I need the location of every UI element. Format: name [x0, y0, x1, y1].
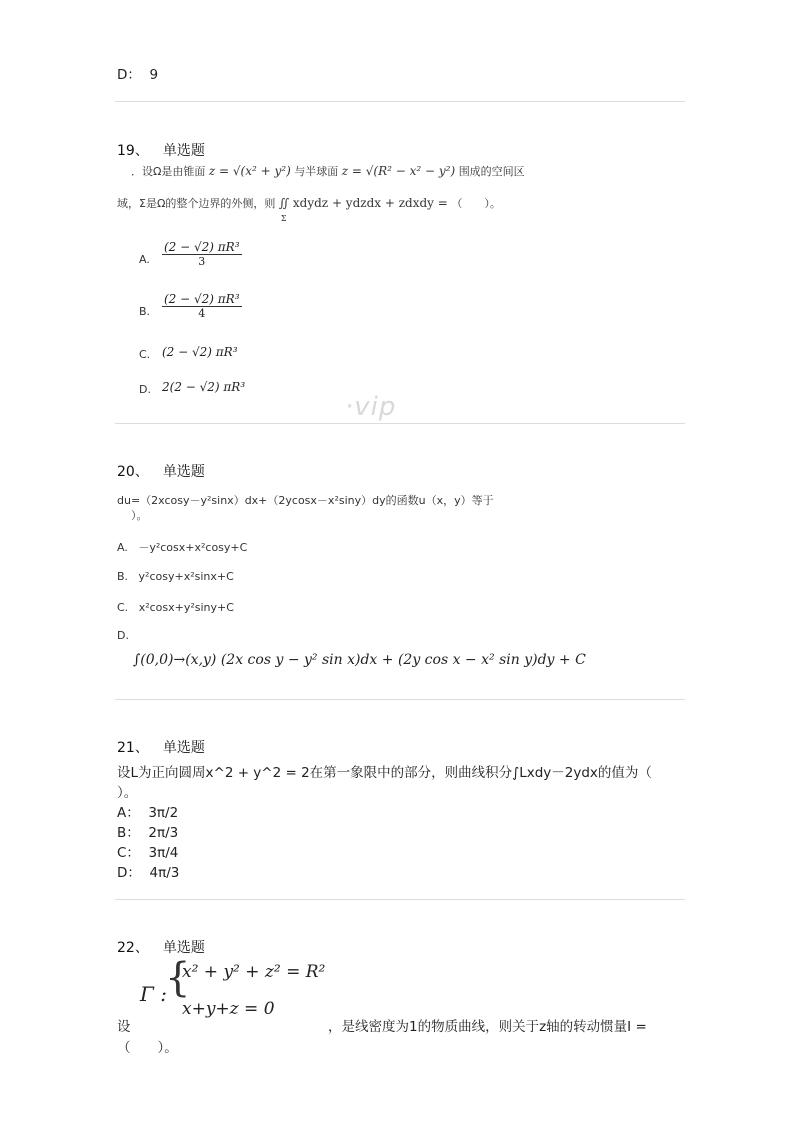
math-expr: ∬ xdydz + ydzdx + zdxdy =: [278, 196, 448, 210]
math-expr: z = √(R² − x² − y²): [341, 164, 456, 178]
q21-option-b[interactable]: [117, 821, 178, 841]
q21-option-c[interactable]: [117, 841, 178, 861]
question-20-header: [117, 461, 205, 481]
q21-option-a[interactable]: [117, 801, 178, 821]
divider: [115, 699, 685, 700]
stem-text: （ ）。: [451, 197, 501, 210]
q20-option-a[interactable]: [117, 539, 247, 555]
q19-stem-line1: [131, 163, 525, 179]
option-b-label: B.: [139, 305, 151, 318]
q20-option-d-expr[interactable]: ∫(0,0)→(x,y) (2x cos y − y² sin x)dx + (2y cos x − x² sin y)dy + C: [133, 652, 586, 668]
q21-stem-line1: 设L为正向圆周x^2 + y^2 = 2在第一象限中的部分，则曲线积分∫Lxdy－2ydx的值为（: [117, 765, 652, 781]
brace: {: [165, 955, 191, 1001]
option-label: C.: [117, 601, 129, 614]
option-label: D：: [117, 865, 141, 881]
option-expr: －y²cosx+x²cosy+C: [138, 541, 248, 554]
option-expr: y²cosy+x²sinx+C: [138, 570, 234, 583]
question-number: 20: [117, 464, 135, 480]
integral-subscript: Σ: [280, 214, 287, 223]
stem-text: ．设Ω是由锥面: [131, 165, 206, 178]
q20-option-b[interactable]: [117, 570, 234, 583]
option-label: C：: [117, 845, 140, 861]
q20-stem-line2: ）。: [131, 509, 148, 522]
divider: [115, 899, 685, 900]
option-value: 3π/2: [148, 805, 179, 821]
separator: 、: [134, 940, 149, 956]
question-22-header: [117, 937, 205, 957]
q21-stem-line2: ）。: [117, 785, 138, 801]
option-label: A.: [117, 541, 128, 554]
fraction-numerator: (2 − √2) πR³: [164, 240, 240, 254]
q22-stem-post: ，是线密度为1的物质曲线，则关于z轴的转动惯量I =: [328, 1019, 647, 1035]
option-value: 3π/4: [148, 845, 179, 861]
divider: [115, 101, 685, 102]
question-number: 21: [117, 740, 135, 756]
stem-text: 域，Σ是Ω的整个边界的外侧，则: [117, 197, 276, 210]
option-a-expr[interactable]: [162, 240, 242, 268]
option-c-label: C.: [139, 348, 151, 361]
option-value: 4π/3: [149, 865, 180, 881]
question-type: 单选题: [162, 940, 205, 956]
question-number: 19: [117, 143, 135, 159]
q20-option-d-label: D.: [117, 629, 129, 642]
question-type: 单选题: [162, 464, 205, 480]
q22-stem-pre: 设: [117, 1019, 131, 1035]
q20-option-c[interactable]: [117, 601, 234, 614]
separator: 、: [134, 464, 149, 480]
prev-option-d: [117, 63, 158, 83]
question-type: 单选题: [162, 740, 205, 756]
option-d-label: D.: [139, 383, 151, 396]
separator: 、: [134, 740, 149, 756]
q21-option-d[interactable]: [117, 861, 179, 881]
option-label: B.: [117, 570, 129, 583]
curve-gamma-label: Γ :: [140, 982, 167, 1006]
fraction-denominator: 4: [198, 307, 206, 320]
option-c-expr[interactable]: (2 − √2) πR³: [162, 345, 238, 359]
option-label: A：: [117, 805, 140, 821]
separator: 、: [134, 143, 149, 159]
option-value: 9: [149, 67, 159, 83]
divider: [115, 423, 685, 424]
stem-text: 围成的空间区: [458, 165, 525, 178]
option-expr: x²cosx+y²siny+C: [138, 601, 234, 614]
option-d-expr[interactable]: 2(2 − √2) πR³: [162, 380, 246, 394]
option-b-expr[interactable]: [162, 292, 242, 320]
fraction-numerator: (2 − √2) πR³: [164, 292, 240, 306]
curve-equation-2: x+y+z = 0: [182, 999, 275, 1019]
q20-stem-line1: du=（2xcosy－y²sinx）dx+（2ycosx－x²siny）dy的函数u（x，y）等于: [117, 494, 494, 507]
question-number: 22: [117, 940, 135, 956]
stem-text: 与半球面: [294, 165, 339, 178]
integral-expr: [278, 196, 448, 223]
math-expr: z = √(x² + y²): [208, 164, 291, 178]
question-type: 单选题: [162, 143, 205, 159]
question-21-header: [117, 737, 205, 757]
fraction-denominator: 3: [198, 255, 206, 268]
question-19-header: [117, 140, 205, 160]
q22-stem-line2: （ ）。: [117, 1040, 178, 1056]
watermark: ·vip: [345, 392, 397, 422]
option-a-label: A.: [139, 253, 150, 266]
option-label: B：: [117, 825, 140, 841]
option-value: 2π/3: [148, 825, 179, 841]
q19-stem-line2: [117, 195, 501, 223]
curve-equation-1: x² + y² + z² = R²: [182, 962, 326, 982]
option-label: D：: [117, 67, 141, 83]
